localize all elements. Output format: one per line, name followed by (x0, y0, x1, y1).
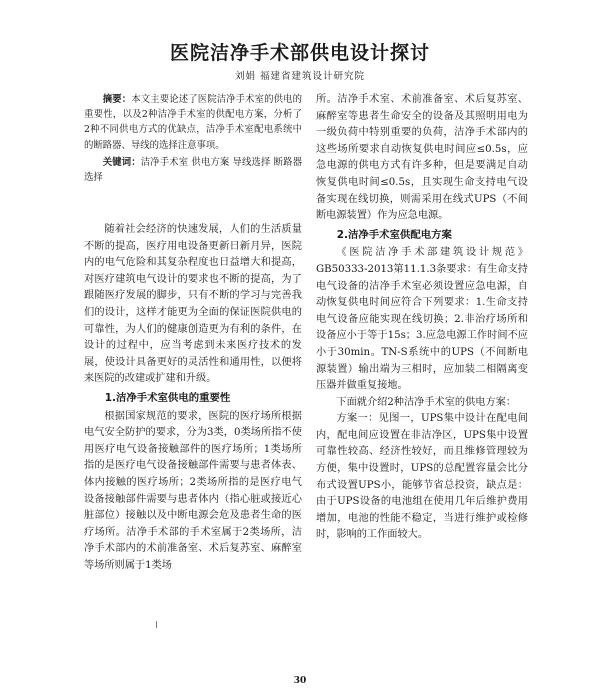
section1-paragraph-b: 所。洁净手术室、术前准备室、术后复苏室、麻醉室等患者生命安全的设备及其照明用电为一级负荷中特别重要的负荷，洁净手术部内的这些场所要求自动恢复供电时间应≤0.5s，应急电源的供电方式有许多种，但是要满足自动恢复供电时间≤0.5s，且实现生命支持电气设备实现在线切换，则需采用在线式UPS（不间断电源装置）作为应急电源。 (316, 94, 528, 222)
section2-paragraph: 《医院洁净手术部建筑设计规范》GB50333-2013第11.1.3条要求：有生命支持电气设备的洁净手术室必须设置应急电源，自动恢复供电时间应符合下列要求：1.生命支持电气设备应能实现在线切换；2.非治疗场所和设备应小于等于15s；3.应急电源工作时间不应小于30min。TN-S系统中的UPS（不间断电源装置）输出端为三相时，应加装二相隔离变压器并做重复接地。 (316, 247, 528, 392)
keywords-paragraph (84, 155, 302, 185)
abstract-block (84, 92, 302, 185)
section2-heading: 2.洁净手术室供配电方案 (336, 228, 452, 241)
scan-mark (156, 621, 157, 628)
abstract-text: 本文主要论述了医院洁净手术室的供电的重要性，以及2种洁净手术室的供配电方案，分析了2种不同供电方式的优缺点，洁净手术室配电系统中的断路器、导线的选择注意事项。 (84, 94, 302, 151)
page-number: 30 (293, 676, 307, 686)
article-title: 医院洁净手术部供电设计探讨 (169, 42, 430, 64)
keywords-label: 关键词： (102, 156, 141, 168)
author-line: 刘娟 福建省建筑设计研究院 (234, 71, 366, 82)
abstract-paragraph (84, 92, 302, 153)
keywords-text: 洁净手术室 供电方案 导线选择 断路器选择 (84, 156, 302, 184)
left-column (84, 222, 302, 574)
intro-paragraph: 随着社会经济的快速发展，人们的生活质量不断的提高，医疗用电设备更新日新月异，医院内的电气危险和其复杂程度也日益增大和提高，对医疗建筑电气设计的要求也不断的提高，为了跟随医疗发展的脚步，只有不断的学习与完善我们的设计，这样才能更为全面的保证医院供电的可靠性，为人们的健康创造更为有利的条件，在设计的过程中，应当考虑到未来医疗技术的发展，使设计具备更好的灵活性和通用性，以便将来医院的改建或扩建和升级。 (84, 224, 302, 385)
plan1-paragraph: 方案一：见图一，UPS集中设计在配电间内，配电间应设置在非洁净区，UPS集中设置可靠性较高、经济性较好，而且维修管理较为方便，集中设置时，UPS的总配置容量会比分布式设置UPS小，能够节省总投资，缺点是：由于UPS设备的电池组在使用几年后维护费用增加，电池的性能不稳定，当进行维护或检修时，影响的工作面较大。 (316, 413, 528, 541)
section1-heading: 1.洁净手术室供电的重要性 (104, 391, 231, 404)
right-column (316, 92, 528, 544)
section2-intro: 下面就介绍2种洁净手术室的供电方案： (336, 396, 517, 408)
abstract-label: 摘要： (102, 94, 132, 105)
section1-paragraph-a: 根据国家规范的要求，医院的医疗场所根据电气安全防护的要求，分为3类，0类场所指不使用医疗电气设备接触部件的医疗场所；1类场所指的是医疗电气设备接触部件需要与患者体表、体内接触的医疗场所；2类场所指的是医疗电气设备接触部件需要与患者体内（指心脏或接近心脏部位）接触以及中断电源会危及患者生命的医疗场所。洁净手术部的手术室属于2类场所，洁净手术部内的术前准备室、术后复苏室、麻醉室等场所则属于1类场 (84, 410, 302, 571)
